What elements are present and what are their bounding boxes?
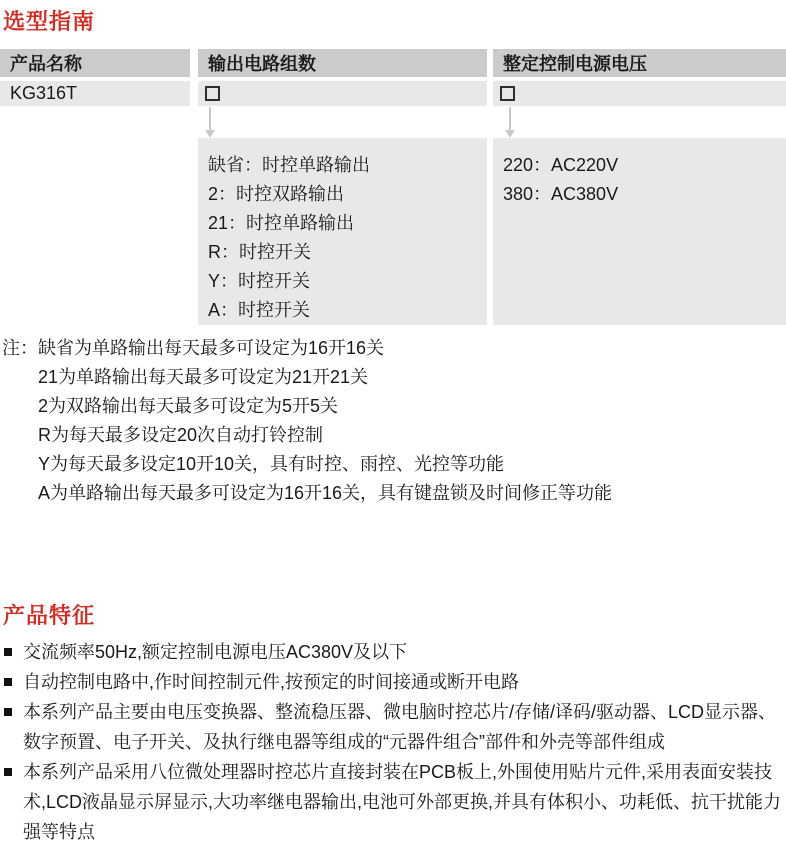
feature-text: 自动控制电路中,作时间控制元件,按预定的时间接通或断开电路 [23,672,519,692]
feature-item [4,697,783,757]
feature-text: 本系列产品主要由电压变换器、整流稳压器、微电脑时控芯片/存储/译码/驱动器、LCD显示器、数字预置、电子开关、及执行继电器等组成的“元器件组合”部件和外壳等部件组成 [23,702,777,752]
features-list [4,637,783,847]
output-groups-options [198,138,487,325]
down-arrow-icon [205,107,215,138]
control-voltage-options [493,138,786,325]
feature-item [4,757,783,847]
column-header-output-groups: 输出电路组数 [198,49,487,77]
square-bullet-icon [4,708,12,716]
note-line: 21为单路输出每天最多可设定为21开21关 [38,367,369,387]
column-header-product-name: 产品名称 [0,49,190,77]
notes-block [2,334,612,508]
note-line: R为每天最多设定20次自动打铃控制 [38,425,324,445]
output-groups-cell [198,81,487,106]
note-prefix: 注： [2,338,38,358]
square-bullet-icon [4,648,12,656]
control-voltage-cell [493,81,786,106]
note-line: A为单路输出每天最多可设定为16开16关，具有键盘锁及时间修正等功能 [38,483,613,503]
option-item: R：时控开关 [208,242,311,262]
feature-item [4,637,783,667]
feature-item [4,667,783,697]
option-item: 21：时控单路输出 [208,213,355,233]
feature-text: 本系列产品采用八位微处理器时控芯片直接封装在PCB板上,外围使用贴片元件,采用表面安装技术,LCD液晶显示屏显示,大功率继电器输出,电池可外部更换,并具有体积小、功耗低、抗干扰能力强等特点 [23,762,782,842]
empty-checkbox-icon [500,86,515,101]
note-line: 2为双路输出每天最多可设定为5开5关 [38,396,339,416]
square-bullet-icon [4,678,12,686]
selection-guide-title: 选型指南 [3,9,96,34]
option-item: Y：时控开关 [208,271,311,291]
option-item: 380：AC380V [503,184,619,204]
option-item: 220：AC220V [503,155,619,175]
option-item: A：时控开关 [208,300,311,320]
option-item: 缺省：时控单路输出 [208,155,370,175]
square-bullet-icon [4,768,12,776]
product-name-cell: KG316T [0,81,190,106]
column-header-control-voltage: 整定控制电源电压 [493,49,786,77]
note-line [2,334,612,363]
option-item: 2：时控双路输出 [208,184,345,204]
empty-checkbox-icon [205,86,220,101]
product-features-title: 产品特征 [3,603,96,628]
note-text: 缺省为单路输出每天最多可设定为16开16关 [38,338,385,358]
down-arrow-icon [505,107,515,138]
note-line: Y为每天最多设定10开10关，具有时控、雨控、光控等功能 [38,454,505,474]
feature-text: 交流频率50Hz,额定控制电源电压AC380V及以下 [23,642,408,662]
